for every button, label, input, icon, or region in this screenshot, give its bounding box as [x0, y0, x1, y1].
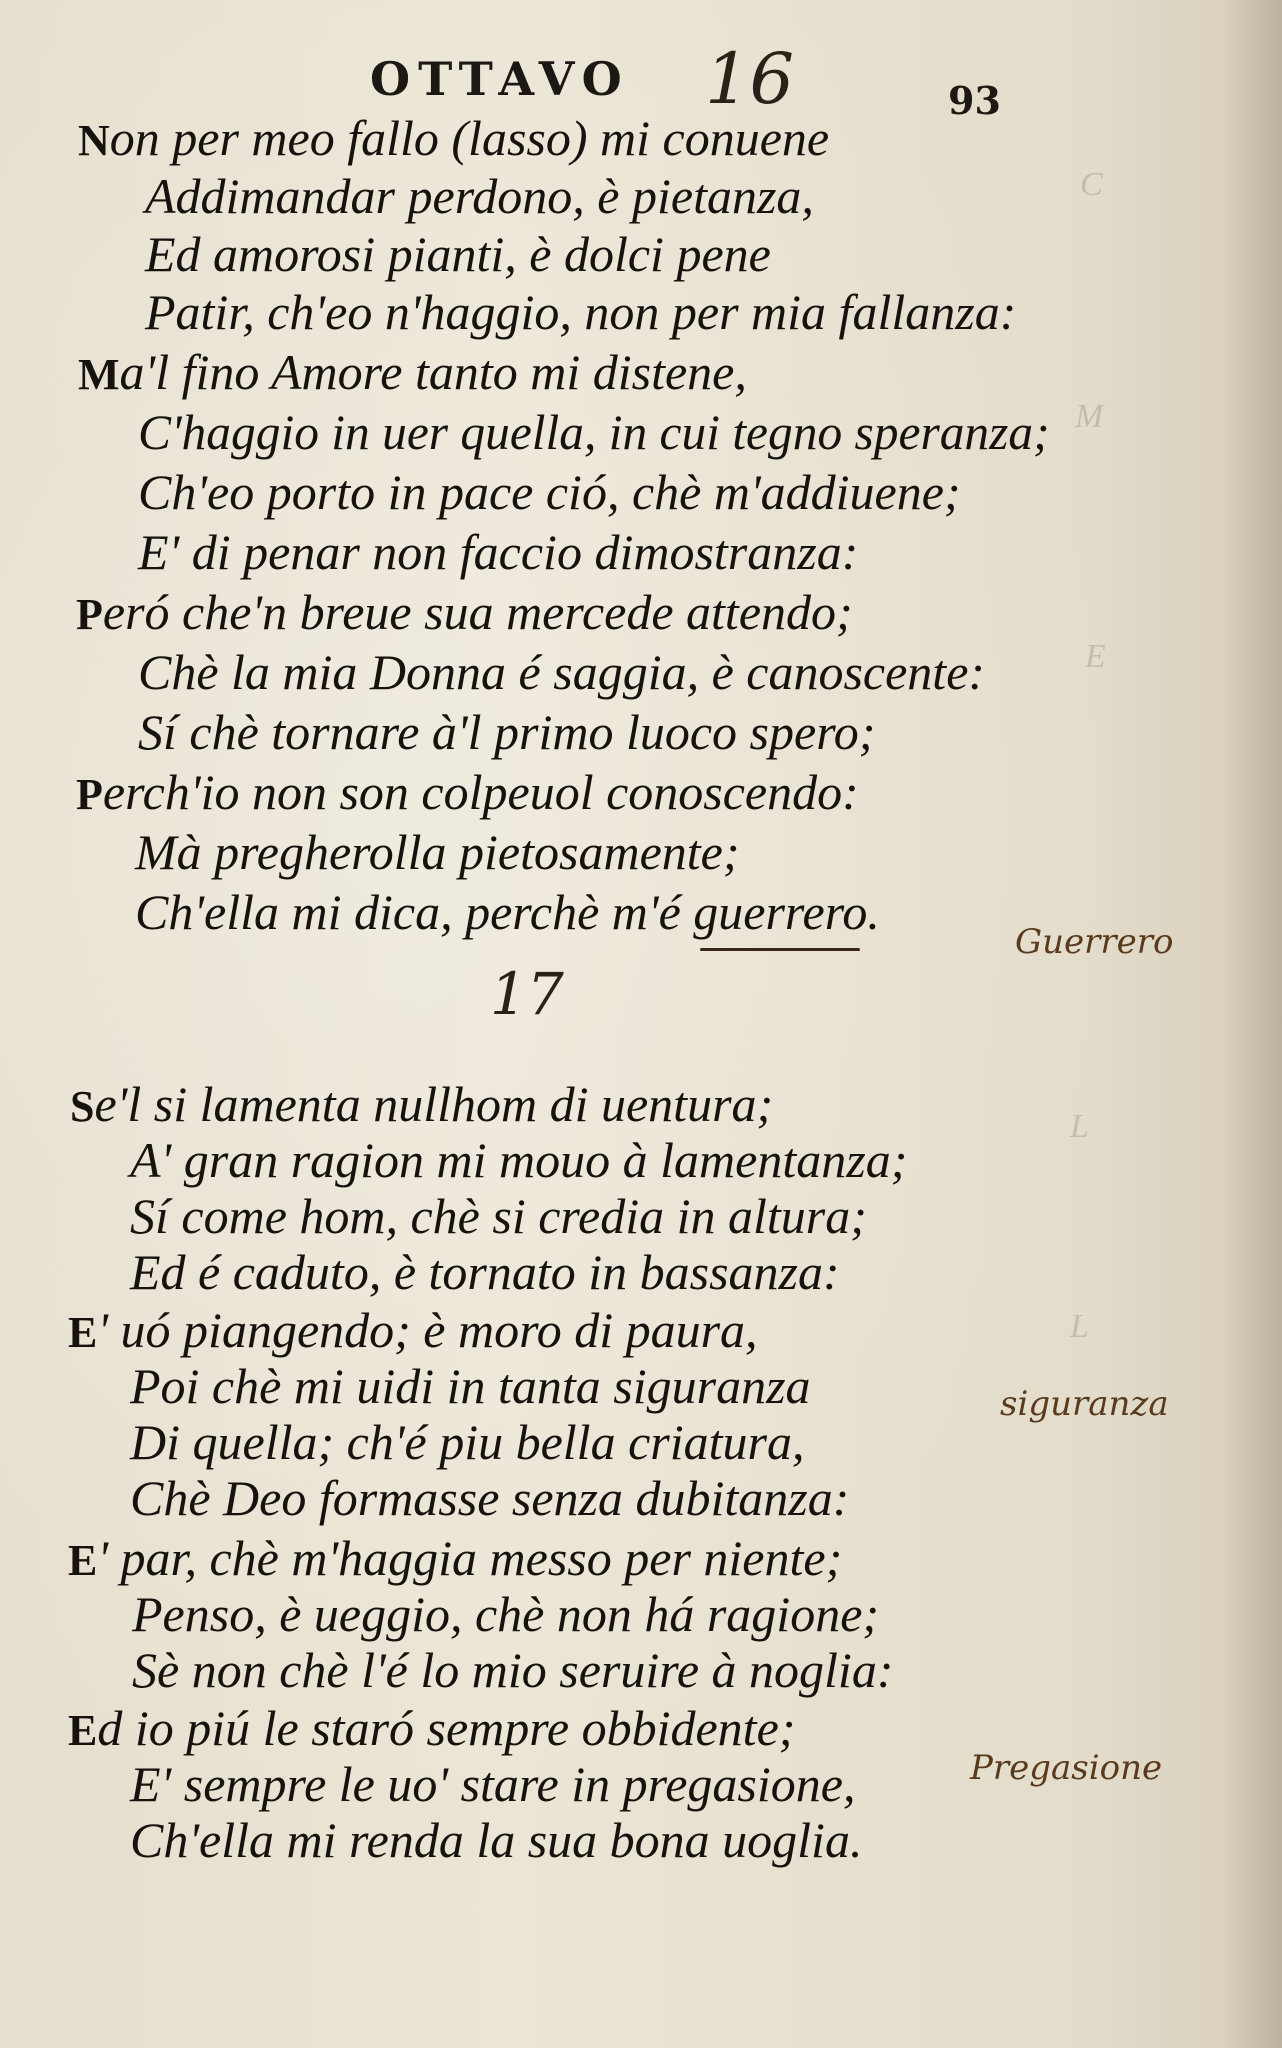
- verse-line: [76, 584, 853, 643]
- verse-line: [145, 226, 771, 282]
- verse-line: [138, 644, 985, 700]
- verse-text: e'l si lamenta nullhom di uentura;: [94, 1076, 774, 1132]
- verse-text: Penso, è ueggio, chè non há ragione;: [132, 1586, 880, 1642]
- verse-initial: S: [70, 1082, 95, 1131]
- verse-text: ' par, chè m'haggia messo per niente;: [97, 1530, 843, 1586]
- verse-line: [78, 110, 829, 169]
- verse-text: Ch'eo porto in pace ció, chè m'addiuene;: [138, 464, 961, 520]
- verse-line: [68, 1530, 842, 1589]
- verse-initial: E: [68, 1706, 98, 1755]
- verse-initial: E: [68, 1536, 98, 1585]
- verse-text: Ed amorosi pianti, è dolci pene: [145, 226, 771, 282]
- verse-text: a'l fino Amore tanto mi distene,: [119, 344, 747, 400]
- verse-line: [130, 1358, 811, 1414]
- verse-initial: E: [68, 1308, 98, 1357]
- verse-text: A' gran ragion mi mouo à lamentanza;: [130, 1132, 908, 1188]
- verse-line: [132, 1642, 893, 1698]
- verse-line: [76, 764, 859, 823]
- marginal-note: Guerrero: [1015, 922, 1174, 962]
- verse-initial: N: [78, 116, 110, 165]
- verse-line: [130, 1414, 804, 1470]
- verse-line: [68, 1700, 795, 1759]
- verse-line: [138, 704, 875, 760]
- verse-text: ' uó piangendo; è moro di paura,: [97, 1302, 758, 1358]
- verse-line: [145, 284, 1016, 340]
- verse-line: [130, 1132, 907, 1188]
- verse-initial: M: [78, 350, 120, 399]
- show-through-text: M: [1075, 398, 1104, 435]
- verse-text: Addimandar perdono, è pietanza,: [145, 168, 814, 224]
- verse-line: [130, 1470, 849, 1526]
- show-through-text: C: [1080, 166, 1103, 203]
- verse-line: [135, 884, 880, 940]
- handwritten-sonnet-number: 17: [490, 960, 564, 1028]
- verse-text: d io piú le staró sempre obbidente;: [97, 1700, 796, 1756]
- handwritten-folio-number: 16: [705, 38, 795, 120]
- verse-line: [70, 1076, 773, 1135]
- marginal-note: siguranza: [1000, 1384, 1169, 1424]
- verse-text: Patir, ch'eo n'haggio, non per mia fallanza:: [145, 284, 1017, 340]
- verse-text: Ch'ella mi dica, perchè m'é guerrero.: [135, 884, 880, 940]
- verse-text: Ch'ella mi renda la sua bona uoglia.: [130, 1812, 863, 1868]
- verse-line: [135, 824, 740, 880]
- verse-text: on per meo fallo (lasso) mi conuene: [109, 110, 830, 166]
- verse-line: [130, 1188, 867, 1244]
- verse-line: [130, 1244, 840, 1300]
- verse-line: [130, 1756, 855, 1812]
- page-edge-shadow: [1222, 0, 1282, 2048]
- verse-line: [138, 464, 961, 520]
- verse-line: [130, 1812, 862, 1868]
- verse-line: [145, 168, 814, 224]
- marginal-note: Pregasione: [970, 1748, 1163, 1788]
- handwritten-underline: [700, 948, 860, 951]
- verse-line: [138, 404, 1050, 460]
- verse-text: Mà pregherolla pietosamente;: [135, 824, 740, 880]
- verse-line: [68, 1302, 758, 1361]
- verse-text: E' sempre le uo' stare in pregasione,: [130, 1756, 856, 1812]
- show-through-text: L: [1070, 1308, 1089, 1345]
- verse-text: Sí chè tornare à'l primo luoco spero;: [138, 704, 876, 760]
- show-through-text: L: [1070, 1108, 1089, 1145]
- verse-text: C'haggio in uer quella, in cui tegno speranza;: [138, 404, 1050, 460]
- verse-text: Poi chè mi uidi in tanta siguranza: [130, 1358, 811, 1414]
- verse-initial: P: [76, 590, 103, 639]
- verse-text: E' di penar non faccio dimostranza:: [138, 524, 859, 580]
- page-number: 93: [948, 78, 1001, 123]
- verse-text: Ed é caduto, è tornato in bassanza:: [130, 1244, 840, 1300]
- running-head: OTTAVO: [370, 52, 630, 106]
- verse-text: Sè non chè l'é lo mio seruire à noglia:: [132, 1642, 894, 1698]
- show-through-text: E: [1085, 638, 1106, 675]
- verse-text: Di quella; ch'é piu bella criatura,: [130, 1414, 805, 1470]
- verse-text: eró che'n breue sua mercede attendo;: [102, 584, 853, 640]
- verse-text: Chè Deo formasse senza dubitanza:: [130, 1470, 850, 1526]
- verse-text: Sí come hom, chè si credia in altura;: [130, 1188, 867, 1244]
- verse-line: [132, 1586, 879, 1642]
- verse-line: [138, 524, 858, 580]
- verse-text: erch'io non son colpeuol conoscendo:: [102, 764, 859, 820]
- verse-initial: P: [76, 770, 103, 819]
- verse-line: [78, 344, 747, 403]
- verse-text: Chè la mia Donna é saggia, è canoscente:: [138, 644, 986, 700]
